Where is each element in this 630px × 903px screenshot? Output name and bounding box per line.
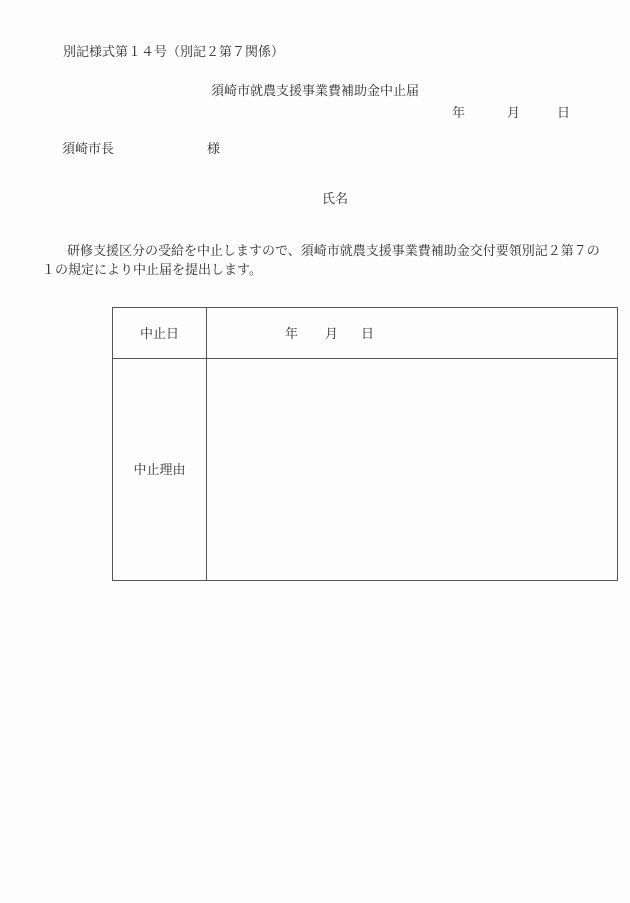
cell-date-month-label: 月 xyxy=(325,325,339,341)
cancellation-reason-value-cell xyxy=(207,359,618,581)
submission-date-line xyxy=(452,106,570,119)
date-year-label: 年 xyxy=(452,105,466,120)
applicant-name-label: 氏名 xyxy=(322,191,349,206)
table-row-cancellation-date xyxy=(113,308,618,359)
cancellation-date-placeholder xyxy=(285,326,374,341)
addressee-honorific: 様 xyxy=(207,141,221,156)
date-day-label: 日 xyxy=(557,105,571,120)
table-row-cancellation-reason xyxy=(113,359,618,581)
date-month-label: 月 xyxy=(507,105,521,120)
addressee-line xyxy=(62,142,220,155)
cancellation-reason-label-cell: 中止理由 xyxy=(113,359,207,581)
cancellation-table xyxy=(112,307,618,581)
addressee-recipient: 須崎市長 xyxy=(62,141,115,156)
document-title: 須崎市就農支援事業費補助金中止届 xyxy=(210,83,419,98)
form-number: 別記様式第１４号（別記２第７関係） xyxy=(63,44,285,59)
cancellation-date-label-cell: 中止日 xyxy=(113,308,207,359)
body-paragraph-line-1: 研修支援区分の受給を中止しますので、須崎市就農支援事業費補助金交付要領別記２第７の xyxy=(67,243,600,258)
cell-date-day-label: 日 xyxy=(361,325,375,341)
body-paragraph-line-2: １の規定により中止届を提出します。 xyxy=(42,262,262,277)
cancellation-date-value-cell xyxy=(207,308,618,359)
cell-date-year-label: 年 xyxy=(285,325,299,341)
body-paragraph xyxy=(42,241,600,279)
